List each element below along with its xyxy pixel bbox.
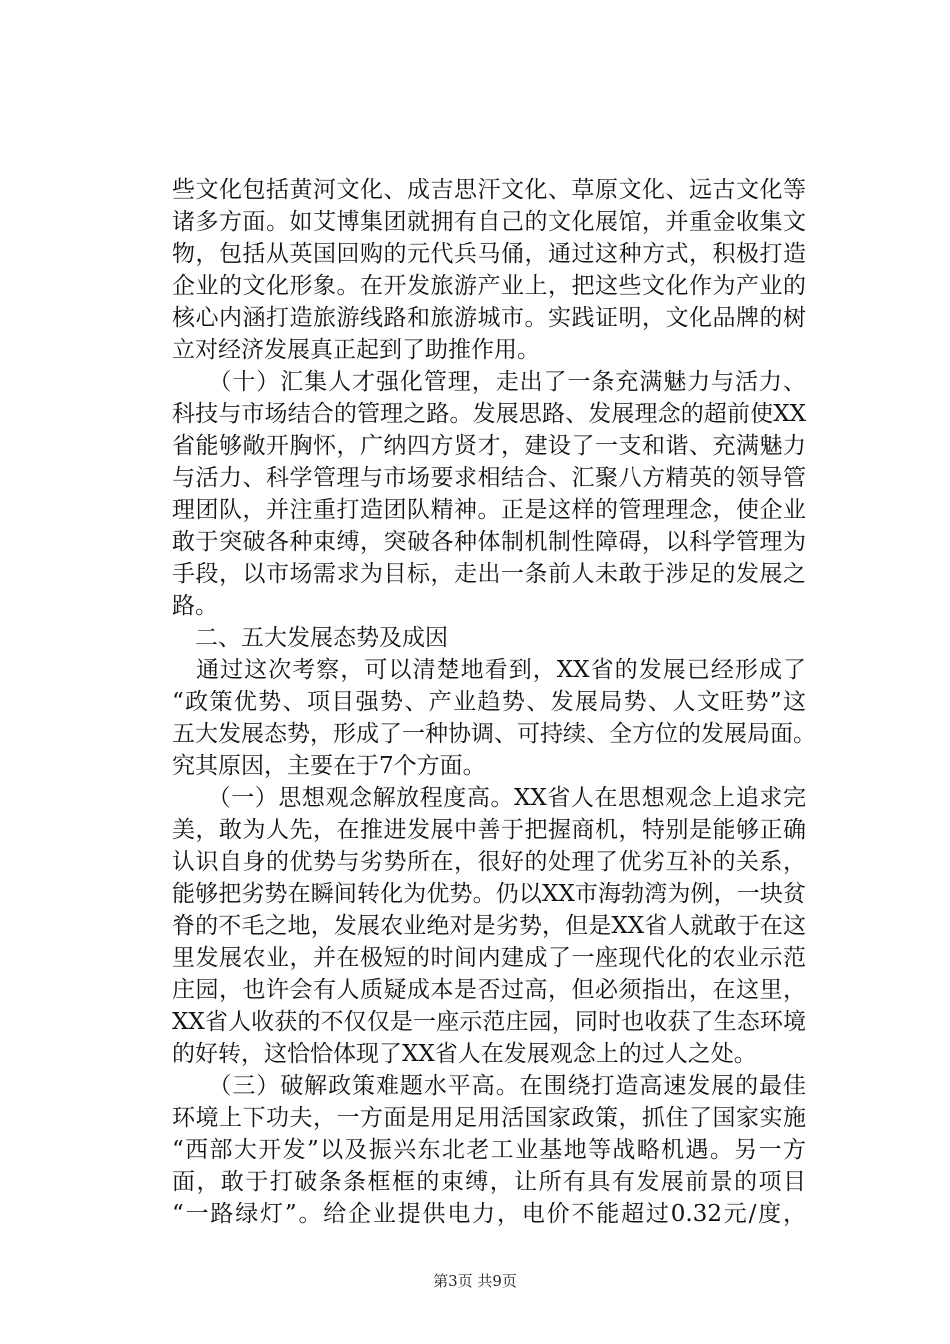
text-line: 究其原因，主要在于7个方面。 — [172, 753, 486, 779]
text-line: （一）思想观念解放程度高。XX省人在思想观念上追求完 — [172, 785, 806, 811]
text-line: 省能够敞开胸怀，广纳四方贤才，建设了一支和谐、充满魅力 — [172, 433, 806, 459]
text-line: （三）破解政策难题水平高。在围绕打造高速发展的最佳 — [172, 1073, 806, 1099]
text-line: “西部大开发”以及振兴东北老工业基地等战略机遇。另一方 — [172, 1137, 806, 1163]
text-line: 五大发展态势，形成了一种协调、可持续、全方位的发展局面。 — [172, 721, 816, 747]
text-line: 立对经济发展真正起到了助推作用。 — [172, 337, 540, 363]
text-line: （十）汇集人才强化管理，走出了一条充满魅力与活力、 — [172, 369, 806, 395]
text-line: “政策优势、项目强势、产业趋势、发展局势、人文旺势”这 — [172, 689, 806, 715]
text-line: XX省人收获的不仅仅是一座示范庄园，同时也收获了生态环境 — [172, 1009, 806, 1035]
text-line: 庄园，也许会有人质疑成本是否过高，但必须指出，在这里， — [172, 977, 806, 1003]
text-line: 敢于突破各种束缚，突破各种体制机制性障碍，以科学管理为 — [172, 529, 806, 555]
text-line: 美，敢为人先，在推进发展中善于把握商机，特别是能够正确 — [172, 817, 806, 843]
page-footer — [0, 1270, 950, 1291]
text-line: 认识自身的优势与劣势所在，很好的处理了优劣互补的关系， — [172, 849, 806, 875]
text-line: 科技与市场结合的管理之路。发展思路、发展理念的超前使XX — [172, 401, 806, 427]
text-line: 路。 — [172, 593, 218, 619]
text-line: 的好转，这恰恰体现了XX省人在发展观念上的过人之处。 — [172, 1041, 757, 1067]
text-line: 些文化包括黄河文化、成吉思汗文化、草原文化、远古文化等 — [172, 177, 806, 203]
text-line: 理团队，并注重打造团队精神。正是这样的管理理念，使企业 — [172, 497, 806, 523]
text-line: 核心内涵打造旅游线路和旅游城市。实践证明，文化品牌的树 — [172, 305, 806, 331]
text-line: 通过这次考察，可以清楚地看到，XX省的发展已经形成了 — [172, 657, 806, 683]
text-line: 诸多方面。如艾博集团就拥有自己的文化展馆，并重金收集文 — [172, 209, 806, 235]
text-line: 企业的文化形象。在开发旅游产业上，把这些文化作为产业的 — [172, 273, 806, 299]
text-line: 环境上下功夫，一方面是用足用活国家政策，抓住了国家实施 — [172, 1105, 806, 1131]
text-line: 手段，以市场需求为目标，走出一条前人未敢于涉足的发展之 — [172, 561, 806, 587]
text-line: “一路绿灯”。给企业提供电力，电价不能超过0.32元/度， — [172, 1201, 806, 1227]
text-line: 里发展农业，并在极短的时间内建成了一座现代化的农业示范 — [172, 945, 806, 971]
text-line: 与活力、科学管理与市场要求相结合、汇聚八方精英的领导管 — [172, 465, 806, 491]
text-line: 脊的不毛之地，发展农业绝对是劣势，但是XX省人就敢于在这 — [172, 913, 806, 939]
text-line: 面，敢于打破条条框框的束缚，让所有具有发展前景的项目 — [172, 1169, 806, 1195]
page-number-label: 第3页 共9页 — [433, 1272, 517, 1290]
text-line: 能够把劣势在瞬间转化为优势。仍以XX市海勃湾为例，一块贫 — [172, 881, 806, 907]
text-line: 物，包括从英国回购的元代兵马俑，通过这种方式，积极打造 — [172, 241, 806, 267]
text-line: 二、五大发展态势及成因 — [172, 625, 448, 651]
document-body — [172, 174, 816, 1230]
